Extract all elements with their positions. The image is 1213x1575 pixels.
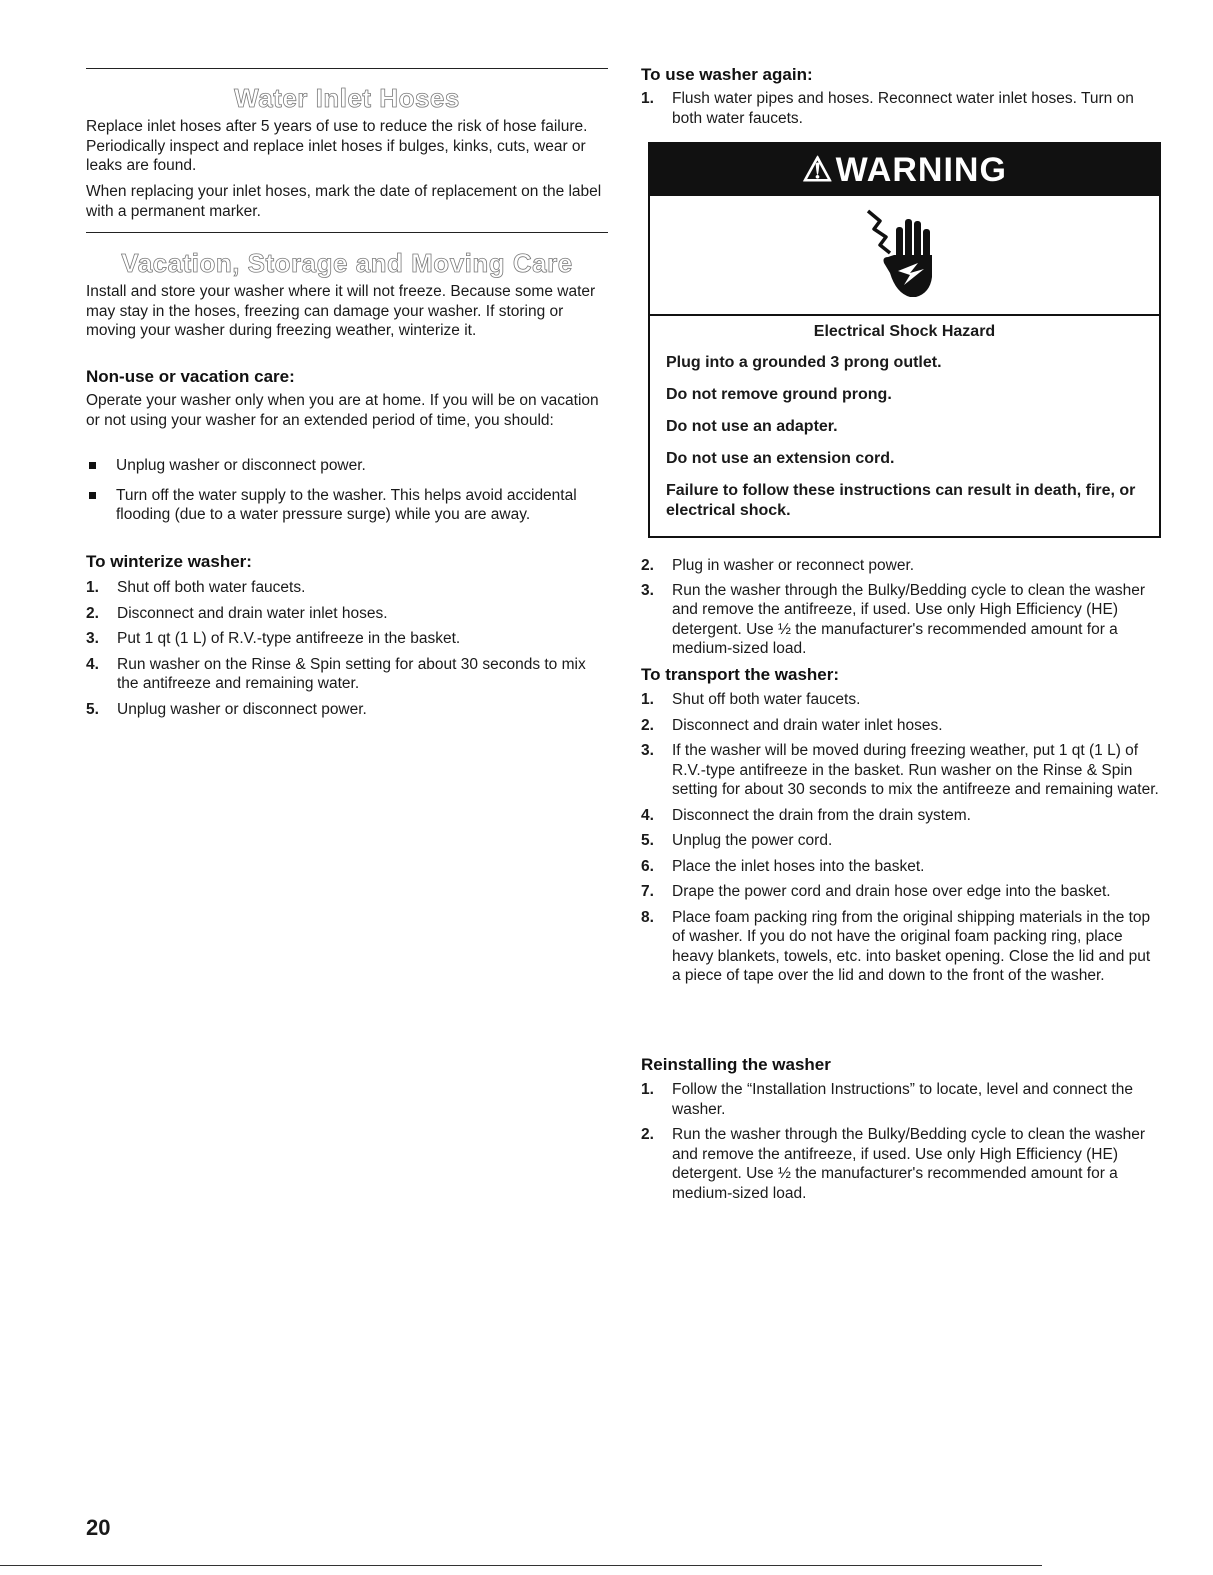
footer-rule — [0, 1565, 1042, 1566]
step-item: 6. Place the inlet hoses into the basket. — [641, 857, 925, 875]
warning-title: WARNING — [835, 150, 1007, 189]
warning-body — [650, 316, 1159, 521]
nonuse-paragraph: Operate your washer only when you are at home. If you will be on vacation or not using your washer for an extended period of time, you should: — [86, 392, 599, 429]
step-item: 5. Unplug washer or disconnect power. — [86, 700, 367, 718]
use-again-step-1 — [641, 89, 1151, 128]
winterize-steps — [86, 578, 608, 719]
step-item: 1. Follow the “Installation Instructions” to locate, level and connect the washer. — [641, 1081, 1133, 1118]
step-item: 3. Run the washer through the Bulky/Bedding cycle to clean the washer and remove the antifreeze, if used. Use only High Efficiency (HE) detergent. Use ½ the manufacturer's recommended amount for a medium-sized load. — [641, 581, 1146, 657]
step-item: 1. Shut off both water faucets. — [641, 691, 861, 708]
list-item: Unplug washer or disconnect power. — [86, 456, 608, 476]
nonuse-heading: Non-use or vacation care: — [86, 367, 295, 386]
warning-triangle-icon: ⚠ — [802, 151, 834, 189]
step-item: 8. Place foam packing ring from the original shipping materials in the top of washer. If you do not have the original foam packing ring, place heavy blankets, towels, etc. into basket opening. Close the lid and put a piece of tape over the lid and down to the front of the washer. — [641, 908, 1151, 984]
warning-line: Failure to follow these instructions can result in death, fire, or electrical shock. — [666, 482, 1136, 519]
use-again-heading: To use washer again: — [641, 65, 813, 84]
section-divider — [86, 232, 608, 233]
step-item: 1. Shut off both water faucets. — [86, 579, 306, 596]
transport-heading: To transport the washer: — [641, 665, 840, 684]
warning-line: Do not use an adapter. — [666, 418, 838, 435]
warning-box — [648, 142, 1161, 538]
electrical-shock-icon — [860, 207, 950, 303]
warning-icon-area — [650, 196, 1159, 316]
page-number: 20 — [86, 1515, 111, 1540]
step-item: 2. Disconnect and drain water inlet hoses. — [641, 716, 943, 734]
nonuse-bullet-list — [86, 456, 608, 525]
reinstall-steps — [641, 1080, 1163, 1203]
warning-line: Do not remove ground prong. — [666, 386, 892, 403]
use-again-steps — [641, 556, 1163, 659]
reinstall-heading: Reinstalling the washer — [641, 1055, 831, 1074]
vacation-paragraph: Install and store your washer where it will not freeze. Because some water may stay in the hoses, freezing can damage your washer. If storing or moving your washer during freezing weather, winterize it. — [86, 283, 596, 339]
water-inlet-paragraph-2: When replacing your inlet hoses, mark the date of replacement on the label with a permanent marker. — [86, 183, 602, 220]
step-item: 2. Run the washer through the Bulky/Bedding cycle to clean the washer and remove the antifreeze, if used. Use only High Efficiency (HE) detergent. Use ½ the manufacturer's recommended amount for a medium-sized load. — [641, 1126, 1146, 1202]
hazard-title: Electrical Shock Hazard — [813, 323, 996, 340]
step-item: 2. Plug in washer or reconnect power. — [641, 557, 915, 574]
step-item: 2. Disconnect and drain water inlet hoses. — [86, 604, 388, 622]
water-inlet-title: Water Inlet Hoses — [234, 83, 460, 113]
step-item: 7. Drape the power cord and drain hose over edge into the basket. — [641, 883, 1111, 900]
water-inlet-paragraph-1: Replace inlet hoses after 5 years of use to reduce the risk of hose failure. Periodically inspect and replace inlet hoses if bulges, kinks, cuts, wear or leaks are found. — [86, 118, 588, 174]
list-item: Turn off the water supply to the washer. This helps avoid accidental flooding (due to a water pressure surge) while you are away. — [86, 486, 608, 525]
warning-line: Plug into a grounded 3 prong outlet. — [666, 354, 942, 371]
step-item: 4. Disconnect the drain from the drain system. — [641, 806, 971, 824]
step-item: 4. Run washer on the Rinse & Spin setting for about 30 seconds to mix the antifreeze and remaining water. — [86, 655, 586, 692]
bullet-icon — [89, 462, 96, 469]
vacation-title: Vacation, Storage and Moving Care — [121, 248, 573, 278]
section-divider — [86, 68, 608, 69]
warning-line: Do not use an extension cord. — [666, 450, 895, 467]
step-item: 1. Flush water pipes and hoses. Reconnect water inlet hoses. Turn on both water faucets. — [641, 90, 1134, 127]
transport-steps — [641, 690, 1163, 986]
warning-header — [650, 144, 1159, 196]
step-item: 3. If the washer will be moved during freezing weather, put 1 qt (1 L) of R.V.-type antifreeze in the basket. Run washer on the Rinse & Spin setting for about 30 seconds to mix the antifreeze and remaining water. — [641, 742, 1159, 798]
bullet-icon — [89, 492, 96, 499]
winterize-heading: To winterize washer: — [86, 552, 252, 571]
step-item: 3. Put 1 qt (1 L) of R.V.-type antifreeze in the basket. — [86, 630, 461, 647]
step-item: 5. Unplug the power cord. — [641, 832, 833, 849]
